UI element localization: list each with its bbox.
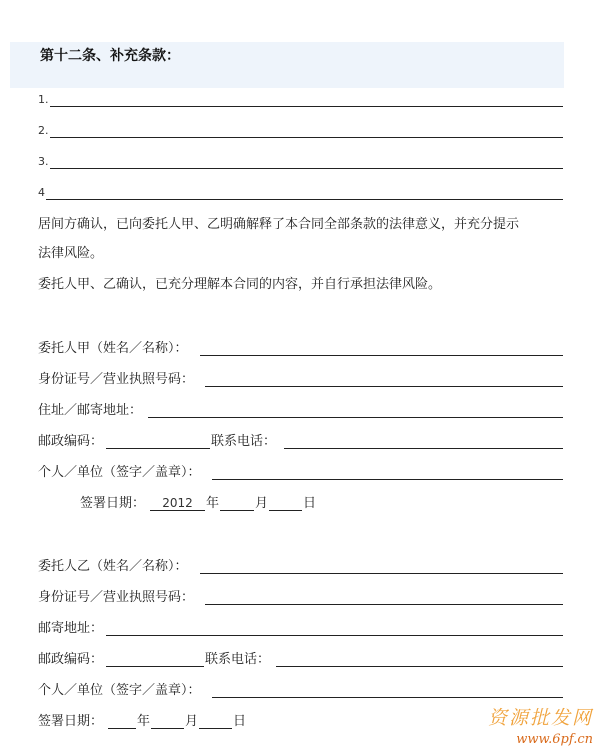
clause-2-line[interactable] [50,137,563,138]
party-b-sign-label: 个人／单位（签字／盖章）： [38,683,201,698]
party-b-day-label: 日 [233,714,247,729]
party-a-name-field[interactable] [200,355,563,356]
clause-4-line[interactable] [46,199,563,200]
party-b-month-label: 月 [185,714,199,729]
intermediary-confirmation-line1: 居间方确认，已向委托人甲、乙明确解释了本合同全部条款的法律意义，并充分提示 [38,217,520,232]
site-watermark [463,703,593,751]
parties-confirmation: 委托人甲、乙确认，已充分理解本合同的内容，并自行承担法律风险。 [38,277,442,292]
party-b-year-label: 年 [137,714,151,729]
party-a-sign-field[interactable] [212,479,563,480]
party-b-day-field[interactable] [199,728,232,729]
intermediary-confirmation-line2: 法律风险。 [38,246,104,261]
party-b-sign-field[interactable] [212,697,563,698]
party-a-address-label: 住址／邮寄地址： [38,403,143,418]
party-a-address-field[interactable] [148,417,563,418]
clause-4-number: 4 [38,186,45,199]
clause-3-line[interactable] [50,168,563,169]
party-a-postcode-label: 邮政编码： [38,434,104,449]
party-b-month-field[interactable] [151,728,184,729]
clause-1-line[interactable] [50,106,563,107]
clause-1-number: 1. [38,93,49,106]
section-heading: 第十二条、补充条款： [40,48,180,64]
party-b-postcode-label: 邮政编码： [38,652,104,667]
party-a-postcode-field[interactable] [106,448,210,449]
party-b-address-label: 邮寄地址： [38,621,104,636]
party-a-name-label: 委托人甲（姓名／名称）： [38,341,188,356]
party-a-phone-field[interactable] [284,448,563,449]
party-b-phone-field[interactable] [276,666,563,667]
party-b-postcode-field[interactable] [106,666,204,667]
party-b-name-label: 委托人乙（姓名／名称）： [38,559,188,574]
party-a-id-label: 身份证号／营业执照号码： [38,372,195,387]
clause-2-number: 2. [38,124,49,137]
party-a-month-field[interactable] [220,510,254,511]
party-a-day-field[interactable] [269,510,302,511]
party-a-sign-label: 个人／单位（签字／盖章）： [38,465,201,480]
party-a-date-label: 签署日期： [80,496,146,511]
party-b-phone-label: 联系电话： [205,652,271,667]
party-b-address-field[interactable] [106,635,563,636]
party-a-month-label: 月 [255,496,269,511]
party-a-year-field[interactable] [150,510,205,511]
watermark-cn: 资源批发网 [487,707,593,729]
party-a-year-value: 2012 [162,496,193,510]
party-b-id-label: 身份证号／营业执照号码： [38,590,195,605]
party-b-date-label: 签署日期： [38,714,104,729]
watermark-url: www.6pf.cn [516,732,593,747]
party-a-day-label: 日 [303,496,317,511]
party-a-id-field[interactable] [205,386,563,387]
party-a-year-label: 年 [206,496,220,511]
party-b-year-field[interactable] [108,728,136,729]
party-b-id-field[interactable] [205,604,563,605]
party-a-phone-label: 联系电话： [211,434,277,449]
party-b-name-field[interactable] [200,573,563,574]
clause-3-number: 3. [38,155,49,168]
